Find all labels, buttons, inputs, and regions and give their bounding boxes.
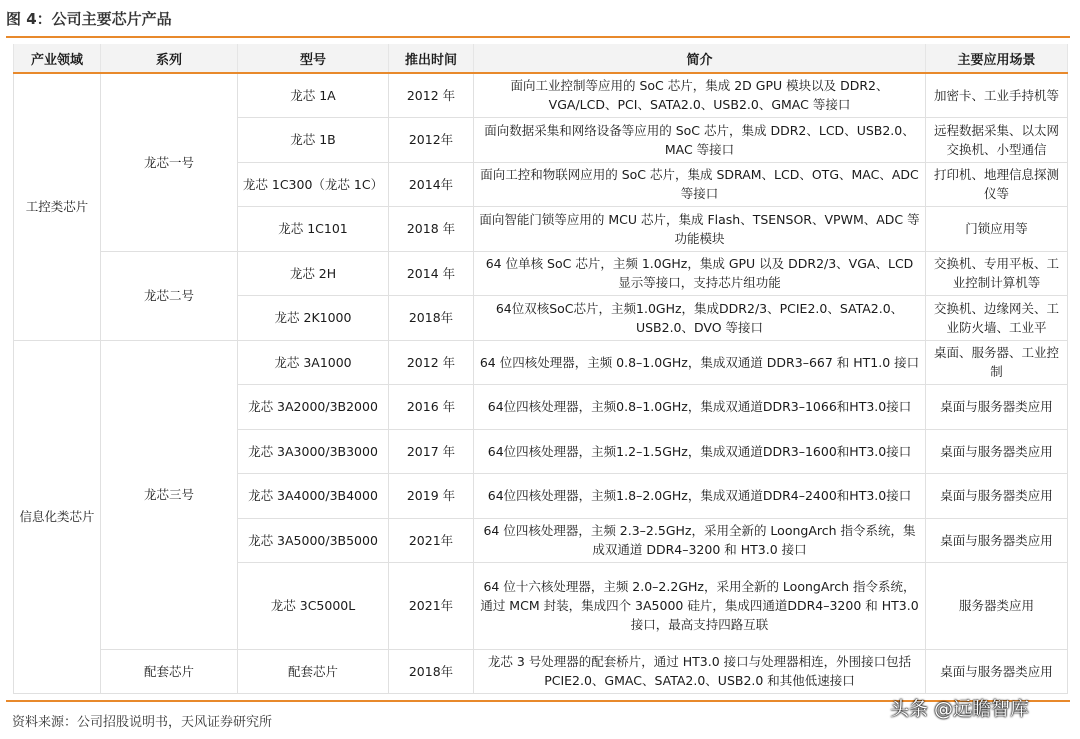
year-cell: 2012 年 bbox=[389, 73, 474, 117]
year-cell: 2014 年 bbox=[389, 251, 474, 295]
intro-cell: 64 位四核处理器，主频 2.3–2.5GHz，采用全新的 LoongArch 指令系统，集成双通道 DDR4–3200 和 HT3.0 接口 bbox=[474, 518, 926, 562]
year-cell: 2021年 bbox=[389, 518, 474, 562]
application-cell: 桌面、服务器、工业控制 bbox=[926, 340, 1068, 384]
application-cell: 打印机、地理信息探测仪等 bbox=[926, 162, 1068, 206]
application-cell: 桌面与服务器类应用 bbox=[926, 429, 1068, 473]
year-cell: 2018 年 bbox=[389, 206, 474, 251]
header-row bbox=[14, 44, 1068, 73]
table-row bbox=[14, 340, 1068, 384]
top-rule bbox=[6, 36, 1070, 38]
year-cell: 2016 年 bbox=[389, 384, 474, 429]
intro-cell: 面向数据采集和网络设备等应用的 SoC 芯片，集成 DDR2、LCD、USB2.0、MAC 等接口 bbox=[474, 117, 926, 162]
intro-cell: 64位四核处理器，主频1.8–2.0GHz，集成双通道DDR4–2400和HT3.0接口 bbox=[474, 473, 926, 518]
application-cell: 交换机、边缘网关、工业防火墙、工业平 bbox=[926, 295, 1068, 340]
header-domain: 产业领域 bbox=[14, 44, 101, 73]
application-cell: 远程数据采集、以太网交换机、小型通信 bbox=[926, 117, 1068, 162]
chip-products-table bbox=[13, 44, 1068, 694]
model-cell: 龙芯 3A5000/3B5000 bbox=[238, 518, 389, 562]
table-row bbox=[14, 73, 1068, 117]
model-cell: 龙芯 3A3000/3B3000 bbox=[238, 429, 389, 473]
model-cell: 龙芯 2H bbox=[238, 251, 389, 295]
year-cell: 2021年 bbox=[389, 562, 474, 649]
intro-cell: 面向工业控制等应用的 SoC 芯片，集成 2D GPU 模块以及 DDR2、VGA/LCD、PCI、SATA2.0、USB2.0、GMAC 等接口 bbox=[474, 73, 926, 117]
domain-cell: 信息化类芯片 bbox=[14, 340, 101, 693]
intro-cell: 64 位四核处理器，主频 0.8–1.0GHz，集成双通道 DDR3–667 和 HT1.0 接口 bbox=[474, 340, 926, 384]
intro-cell: 64位双核SoC芯片，主频1.0GHz，集成DDR2/3、PCIE2.0、SATA2.0、USB2.0、DVO 等接口 bbox=[474, 295, 926, 340]
year-cell: 2018年 bbox=[389, 649, 474, 693]
table-row bbox=[14, 649, 1068, 693]
intro-cell: 64位四核处理器，主频1.2–1.5GHz，集成双通道DDR3–1600和HT3.0接口 bbox=[474, 429, 926, 473]
model-cell: 龙芯 2K1000 bbox=[238, 295, 389, 340]
model-cell: 配套芯片 bbox=[238, 649, 389, 693]
year-cell: 2018年 bbox=[389, 295, 474, 340]
model-cell: 龙芯 1C300（龙芯 1C） bbox=[238, 162, 389, 206]
header-launch-year: 推出时间 bbox=[389, 44, 474, 73]
model-cell: 龙芯 3A4000/3B4000 bbox=[238, 473, 389, 518]
model-cell: 龙芯 1A bbox=[238, 73, 389, 117]
series-cell: 龙芯二号 bbox=[101, 251, 238, 340]
series-cell: 龙芯一号 bbox=[101, 73, 238, 251]
year-cell: 2012 年 bbox=[389, 340, 474, 384]
model-cell: 龙芯 1C101 bbox=[238, 206, 389, 251]
intro-cell: 64位四核处理器，主频0.8–1.0GHz，集成双通道DDR3–1066和HT3.0接口 bbox=[474, 384, 926, 429]
series-cell: 配套芯片 bbox=[101, 649, 238, 693]
table-row bbox=[14, 251, 1068, 295]
application-cell: 交换机、专用平板、工业控制计算机等 bbox=[926, 251, 1068, 295]
header-application: 主要应用场景 bbox=[926, 44, 1068, 73]
application-cell: 服务器类应用 bbox=[926, 562, 1068, 649]
model-cell: 龙芯 1B bbox=[238, 117, 389, 162]
model-cell: 龙芯 3A2000/3B2000 bbox=[238, 384, 389, 429]
intro-cell: 64 位十六核处理器，主频 2.0–2.2GHz，采用全新的 LoongArch 指令系统，通过 MCM 封装，集成四个 3A5000 硅片，集成四通道DDR4–3200 和 HT3.0 接口，最高支持四路互联 bbox=[474, 562, 926, 649]
domain-cell: 工控类芯片 bbox=[14, 73, 101, 340]
series-cell: 龙芯三号 bbox=[101, 340, 238, 649]
source-note: 资料来源：公司招股说明书，天风证券研究所 bbox=[12, 715, 273, 730]
intro-cell: 面向工控和物联网应用的 SoC 芯片，集成 SDRAM、LCD、OTG、MAC、ADC 等接口 bbox=[474, 162, 926, 206]
intro-cell: 面向智能门锁等应用的 MCU 芯片，集成 Flash、TSENSOR、VPWM、ADC 等功能模块 bbox=[474, 206, 926, 251]
application-cell: 桌面与服务器类应用 bbox=[926, 518, 1068, 562]
year-cell: 2019 年 bbox=[389, 473, 474, 518]
header-series: 系列 bbox=[101, 44, 238, 73]
application-cell: 加密卡、工业手持机等 bbox=[926, 73, 1068, 117]
intro-cell: 龙芯 3 号处理器的配套桥片，通过 HT3.0 接口与处理器相连，外围接口包括 PCIE2.0、GMAC、SATA2.0、USB2.0 和其他低速接口 bbox=[474, 649, 926, 693]
model-cell: 龙芯 3A1000 bbox=[238, 340, 389, 384]
year-cell: 2012年 bbox=[389, 117, 474, 162]
application-cell: 门锁应用等 bbox=[926, 206, 1068, 251]
year-cell: 2017 年 bbox=[389, 429, 474, 473]
application-cell: 桌面与服务器类应用 bbox=[926, 384, 1068, 429]
intro-cell: 64 位单核 SoC 芯片，主频 1.0GHz，集成 GPU 以及 DDR2/3、VGA、LCD 显示等接口，支持芯片组功能 bbox=[474, 251, 926, 295]
header-intro: 简介 bbox=[474, 44, 926, 73]
watermark: 头条 @远瞻智库 bbox=[890, 698, 1030, 720]
header-model: 型号 bbox=[238, 44, 389, 73]
figure-title: 图 4：公司主要芯片产品 bbox=[6, 10, 172, 28]
model-cell: 龙芯 3C5000L bbox=[238, 562, 389, 649]
application-cell: 桌面与服务器类应用 bbox=[926, 473, 1068, 518]
year-cell: 2014年 bbox=[389, 162, 474, 206]
application-cell: 桌面与服务器类应用 bbox=[926, 649, 1068, 693]
